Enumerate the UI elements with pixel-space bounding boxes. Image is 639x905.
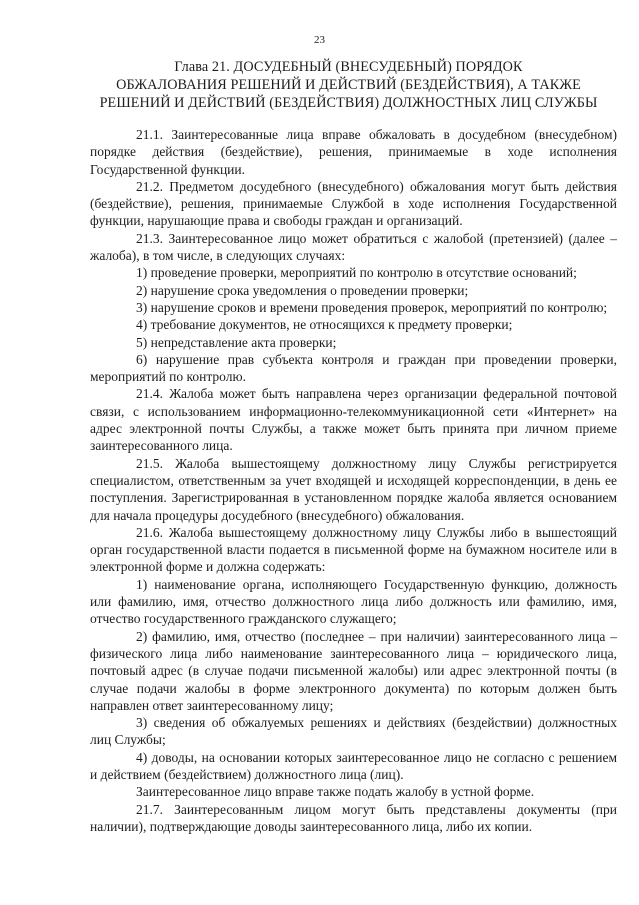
list-item-21-6-2: 2) фамилию, имя, отчество (последнее – при наличии) заинтересованного лица – физического лица либо наименование заинтересованного лица – юридического лица, почтовый адрес (в случае подачи письменной жалобы) или адрес электронной почты (в случае подачи жалобы в форме электронного документа) по которым должен быть направлен ответ заинтересованному лицу; [90,628,617,713]
paragraph-oral-complaint: Заинтересованное лицо вправе также подать жалобу в устной форме. [136,784,535,800]
list-item-21-3-1: 1) проведение проверки, мероприятий по контролю в отсутствие оснований; [136,265,577,281]
page-number: 23 [314,34,325,46]
paragraph-21-4: 21.4. Жалоба может быть направлена через организации федеральной почтовой связи, с использованием информационно-телекоммуникационной сети «Интернет» на адрес электронной почты Службы, а также может быть принята при личном приеме заинтересованного лица. [90,386,617,454]
chapter-title [80,58,617,112]
list-item-21-6-4: 4) доводы, на основании которых заинтересованное лицо не согласно с решением и действием (бездействием) должностного лица (лиц). [90,749,617,782]
paragraph-21-5: 21.5. Жалоба вышестоящему должностному лицу Службы регистрируется специалистом, ответственным за учет входящей и исходящей корреспонденции, в день ее поступления. Зарегистрированная в установленном порядке жалоба является основанием для начала процедуры досудебного (внесудебного) обжалования. [90,455,617,523]
list-item-21-3-3: 3) нарушение сроков и времени проведения проверок, мероприятий по контролю; [136,299,608,315]
list-item-21-3-6: 6) нарушение прав субъекта контроля и граждан при проведении проверки, мероприятий по контролю. [90,351,617,385]
list-item-21-3-5: 5) непредставление акта проверки; [136,334,337,350]
list-item-21-6-3: 3) сведения об обжалуемых решениях и действиях (бездействии) должностных лиц Службы; [90,715,617,748]
paragraph-21-3: 21.3. Заинтересованное лицо может обратиться с жалобой (претензией) (далее – жалоба), в том числе, в следующих случаях: [90,230,617,264]
paragraph-21-6: 21.6. Жалоба вышестоящему должностному лицу Службы либо в вышестоящий орган государственной власти подается в письменной форме на бумажном носителе или в электронной форме и должна содержать: [90,524,617,575]
paragraph-21-7: 21.7. Заинтересованным лицом могут быть представлены документы (при наличии), подтверждающие доводы заинтересованного лица, либо их копии. [90,801,617,834]
list-item-21-6-1: 1) наименование органа, исполняющего Государственную функцию, должность или фамилию, имя, отчество должностного лица либо должность или фамилию, имя, отчество государственного гражданского служащего; [90,576,617,627]
paragraph-21-1: 21.1. Заинтересованные лица вправе обжаловать в досудебном (внесудебном) порядке действия (бездействие), решения, принимаемые в ходе исполнения Государственной функции. [90,127,617,177]
paragraph-21-2: 21.2. Предметом досудебного (внесудебного) обжалования могут быть действия (бездействие), решения, принимаемые Службой в ходе исполнения Государственной функции, нарушающие права и свободы граждан и организаций. [90,178,617,229]
list-item-21-3-2: 2) нарушение срока уведомления о проведении проверки; [136,282,469,298]
list-item-21-3-4: 4) требование документов, не относящихся к предмету проверки; [136,317,513,333]
chapter-title-line-1: Глава 21. ДОСУДЕБНЫЙ (ВНЕСУДЕБНЫЙ) ПОРЯДОК [174,59,523,75]
chapter-title-line-3: РЕШЕНИЙ И ДЕЙСТВИЙ (БЕЗДЕЙСТВИЯ) ДОЛЖНОСТНЫХ ЛИЦ СЛУЖБЫ [99,95,598,111]
chapter-body [90,126,617,835]
chapter-title-line-2: ОБЖАЛОВАНИЯ РЕШЕНИЙ И ДЕЙСТВИЙ (БЕЗДЕЙСТВИЯ), А ТАКЖЕ [116,77,581,93]
